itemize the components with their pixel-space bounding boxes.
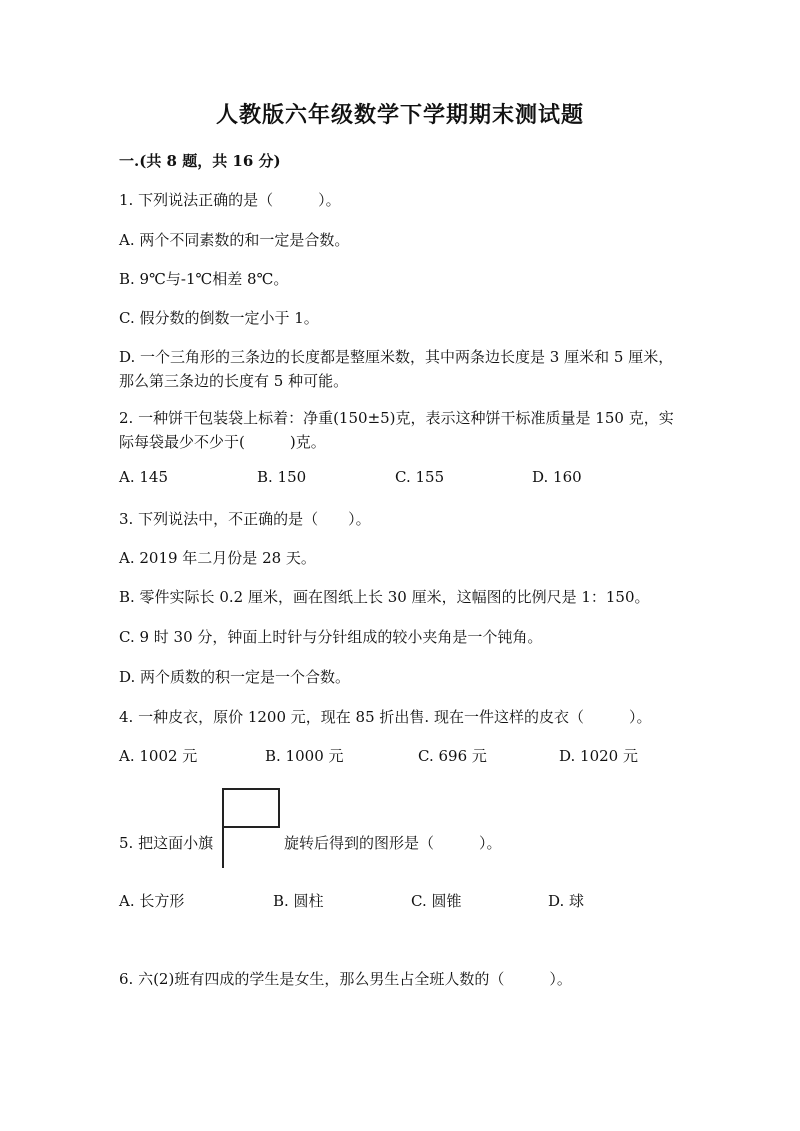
question-3-stem: 3. 下列说法中，不正确的是（ ）。 — [119, 510, 371, 528]
question-2-stem: 2. 一种饼干包装袋上标着：净重(150±5)克，表示这种饼干标准质量是 150 克，实际每袋最少不少于( )克。 — [119, 409, 674, 451]
question-4-option-b: B. 1000 元 — [265, 747, 344, 765]
question-1-option-c: C. 假分数的倒数一定小于 1。 — [119, 309, 319, 327]
section-heading: 一.(共 8 题，共 16 分) — [119, 152, 281, 170]
page-title: 人教版六年级数学下学期期末测试题 — [215, 102, 584, 128]
question-3-option-c: C. 9 时 30 分，钟面上时针与分针组成的较小夹角是一个钝角。 — [119, 628, 543, 646]
question-2-option-c: C. 155 — [395, 468, 445, 486]
question-1-stem: 1. 下列说法正确的是（ ）。 — [119, 191, 341, 209]
question-1-option-d: D. 一个三角形的三条边的长度都是整厘米数，其中两条边长度是 3 厘米和 5 厘米，那么第三条边的长度有 5 种可能。 — [119, 348, 674, 390]
question-5-option-d: D. 球 — [548, 892, 585, 910]
question-3-option-b: B. 零件实际长 0.2 厘米，画在图纸上长 30 厘米，这幅图的比例尺是 1：150。 — [119, 588, 650, 606]
flag-pole-shape — [222, 788, 224, 868]
question-3-option-a: A. 2019 年二月份是 28 天。 — [119, 549, 316, 567]
question-5-option-a: A. 长方形 — [119, 892, 185, 910]
question-2-option-a: A. 145 — [119, 468, 168, 486]
flag-cloth-shape — [222, 788, 280, 828]
question-4-stem: 4. 一种皮衣，原价 1200 元，现在 85 折出售. 现在一件这样的皮衣（ ）。 — [119, 708, 652, 726]
question-6-stem: 6. 六(2)班有四成的学生是女生，那么男生占全班人数的（ ）。 — [119, 970, 572, 988]
question-2-option-b: B. 150 — [257, 468, 307, 486]
question-4-option-a: A. 1002 元 — [119, 747, 198, 765]
question-5-option-b: B. 圆柱 — [273, 892, 324, 910]
question-4-option-d: D. 1020 元 — [559, 747, 638, 765]
question-2-option-d: D. 160 — [532, 468, 582, 486]
question-5-stem-after: 旋转后得到的图形是（ ）。 — [284, 834, 502, 852]
question-1-option-b: B. 9℃与-1℃相差 8℃。 — [119, 270, 289, 288]
question-4-option-c: C. 696 元 — [418, 747, 487, 765]
question-3-option-d: D. 两个质数的积一定是一个合数。 — [119, 668, 351, 686]
question-5-option-c: C. 圆锥 — [411, 892, 462, 910]
question-1-option-a: A. 两个不同素数的和一定是合数。 — [119, 231, 350, 249]
question-5-stem-before: 5. 把这面小旗 — [119, 834, 214, 852]
flag-figure — [222, 788, 280, 870]
